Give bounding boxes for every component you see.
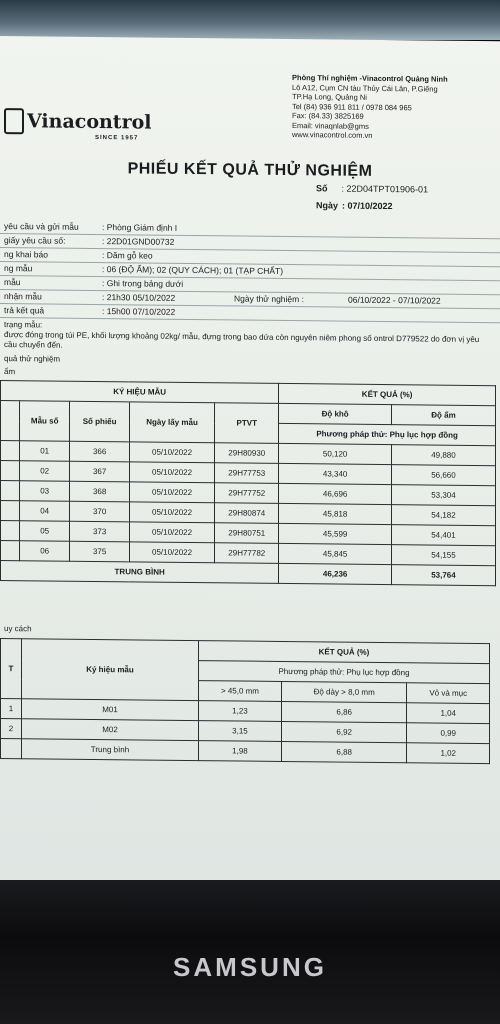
doc-no-value: : 22D04TPT01906-01 xyxy=(341,183,429,195)
info-key: ng khai báo xyxy=(4,249,48,260)
cell: 54,182 xyxy=(391,505,495,526)
col-thickness: Độ dày > 8,0 mm xyxy=(281,681,407,702)
col-method: Phương pháp thử: Phụ lục hợp đồng xyxy=(199,661,490,684)
status-label: trạng mẫu: xyxy=(4,320,43,330)
cell: 29H77782 xyxy=(215,543,279,564)
cell: 05/10/2022 xyxy=(129,522,214,543)
info-value: : 22D01GND00732 xyxy=(102,236,175,247)
cell: 05/10/2022 xyxy=(129,442,214,463)
spec-table xyxy=(0,638,490,764)
logo-since: SINCE 1957 xyxy=(95,134,139,142)
logo-icon xyxy=(4,108,24,134)
info-key: nhận mẫu xyxy=(4,291,42,302)
info-key: yêu cầu và gửi mẫu xyxy=(4,221,79,232)
lab-line: Lô A12, Cụm CN tàu Thủy Cái Lân, P.Giếng xyxy=(292,82,438,94)
cell: 46,696 xyxy=(279,483,392,504)
lab-line: Tel (84) 936 911 811 / 0978 084 965 xyxy=(292,101,412,112)
info-key: ng mẫu xyxy=(4,263,33,274)
cell: 29H80751 xyxy=(215,523,279,544)
status-text: được đóng trong túi PE, khối lượng khoảng 02kg/ mẫu, đựng trong bao dứa còn nguyên niêm phong số ontrol D779522 do đơn vị yêu cầu chuyển đến. xyxy=(4,330,480,350)
info-value: : 06 (ĐỘ ẨM); 02 (QUY CÁCH); 01 (TẠP CHẤT) xyxy=(102,264,284,276)
lab-line: Phòng Thí nghiệm -Vinacontrol Quảng Ninh xyxy=(292,73,448,84)
col-do-am: Độ ẩm xyxy=(391,405,495,426)
lab-line: TP.Hạ Long, Quảng Ni xyxy=(292,92,367,102)
cell: Trung bình xyxy=(22,739,199,761)
info-key: trả kết quả xyxy=(4,305,45,316)
cell: M01 xyxy=(22,699,199,721)
col-group-sample: KÝ HIỆU MẪU xyxy=(1,381,279,404)
cell: 2 xyxy=(1,719,22,739)
average-label: TRUNG BÌNH xyxy=(1,561,279,584)
col-ptvt: PTVT xyxy=(215,403,279,444)
cell: 53,304 xyxy=(391,485,495,506)
info-value: : Dăm gỗ keo xyxy=(102,250,153,261)
cell: 6,92 xyxy=(281,721,407,742)
cell: 370 xyxy=(70,501,129,522)
cell: 1,98 xyxy=(199,741,282,762)
cell: 43,340 xyxy=(279,463,392,484)
col-ngay-lay-mau: Ngày lấy mẫu xyxy=(129,402,214,443)
lab-address xyxy=(292,73,500,142)
cell: 366 xyxy=(70,441,129,462)
test-date-value: 06/10/2022 - 07/10/2022 xyxy=(348,294,441,306)
cell: 05/10/2022 xyxy=(129,502,214,523)
cell: 05/10/2022 xyxy=(129,482,214,503)
cell: 45,818 xyxy=(279,503,392,524)
cell: 05/10/2022 xyxy=(129,542,214,563)
cell: 45,599 xyxy=(279,523,392,544)
info-value: : 21h30 05/10/2022 xyxy=(102,292,176,303)
cell: 29H80930 xyxy=(215,443,279,464)
cell: 54,155 xyxy=(391,545,495,566)
col-group-result: KẾT QUẢ (%) xyxy=(279,383,496,405)
info-value: : 15h00 07/10/2022 xyxy=(102,306,176,317)
monitor-brand-logo: SAMSUNG xyxy=(173,952,327,982)
cell: 56,660 xyxy=(391,465,495,486)
lab-line: www.vinacontrol.com.vn xyxy=(292,130,373,140)
test-result-document xyxy=(0,36,500,911)
cell: 6,86 xyxy=(281,701,407,722)
document-title: PHIẾU KẾT QUẢ THỬ NGHIỆM xyxy=(127,160,373,180)
test-date-label: Ngày thử nghiệm : xyxy=(234,293,304,305)
col-mau-so: Mẫu số xyxy=(20,401,70,442)
document-date xyxy=(316,200,393,211)
document-number xyxy=(316,183,428,194)
cell: 367 xyxy=(70,461,129,482)
col-bark-rot: Vỏ và mục xyxy=(407,683,490,704)
col-ky-hieu-mau: Ký hiệu mẫu xyxy=(22,639,199,701)
info-value: : Ghi trong bảng dưới xyxy=(102,278,184,289)
monitor-top-edge xyxy=(0,0,500,40)
cell: 29H77753 xyxy=(215,463,279,484)
sample-status xyxy=(4,320,494,355)
cell: 368 xyxy=(70,481,129,502)
col-stt: T xyxy=(1,639,22,699)
vinacontrol-logo xyxy=(4,108,151,136)
moisture-section-label: ẩm xyxy=(4,367,16,377)
cell: 375 xyxy=(70,541,129,562)
col-group-result: KẾT QUẢ (%) xyxy=(199,641,490,664)
cell: 01 xyxy=(20,441,70,462)
doc-no-label: Số xyxy=(316,183,328,194)
info-key: mẫu xyxy=(4,277,21,288)
col-so-phieu: Số phiếu xyxy=(70,401,129,442)
lab-line: Email: vinaqnlab@gms xyxy=(292,120,369,131)
cell: 1,02 xyxy=(407,743,490,764)
cell: 54,401 xyxy=(391,525,495,546)
cell: 05 xyxy=(20,521,70,542)
average-do-kho: 46,236 xyxy=(279,563,392,584)
cell: 1,04 xyxy=(407,703,490,724)
cell: 1 xyxy=(1,699,22,719)
col-over-45mm: > 45,0 mm xyxy=(199,681,282,702)
col-method: Phương pháp thử: Phụ lục hợp đồng xyxy=(279,423,496,445)
cell: 03 xyxy=(20,481,70,502)
info-value: : Phòng Giám định I xyxy=(102,222,178,233)
cell: 04 xyxy=(20,501,70,522)
cell: 02 xyxy=(20,461,70,482)
cell: 49,880 xyxy=(391,445,495,466)
average-row xyxy=(1,561,496,586)
cell: 29H80874 xyxy=(215,503,279,524)
cell: 373 xyxy=(70,521,129,542)
col-do-kho: Độ khô xyxy=(279,403,392,424)
cell: 50,120 xyxy=(279,443,392,464)
cell: 1,23 xyxy=(199,701,282,722)
moisture-table xyxy=(0,380,496,586)
average-row xyxy=(1,739,490,764)
info-key: giấy yêu cầu số: xyxy=(4,235,66,246)
cell: 29H77752 xyxy=(215,483,279,504)
logo-text: Vinacontrol xyxy=(27,110,152,134)
cell xyxy=(1,739,22,759)
lab-line: Fax: (84.33) 3825169 xyxy=(292,111,364,121)
average-do-am: 53,764 xyxy=(391,565,495,586)
cell: 0,99 xyxy=(407,723,490,744)
doc-date-value: : 07/10/2022 xyxy=(342,200,393,212)
cell: 06 xyxy=(20,541,70,562)
spec-section-label: uy cách xyxy=(4,624,32,634)
result-section-label: quả thử nghiệm xyxy=(4,354,61,364)
cell: 3,15 xyxy=(199,721,282,742)
doc-date-label: Ngày xyxy=(316,200,339,211)
cell: 6,88 xyxy=(281,741,407,762)
cell: M02 xyxy=(22,719,199,741)
cell: 05/10/2022 xyxy=(129,462,214,483)
cell: 45,845 xyxy=(279,543,392,564)
